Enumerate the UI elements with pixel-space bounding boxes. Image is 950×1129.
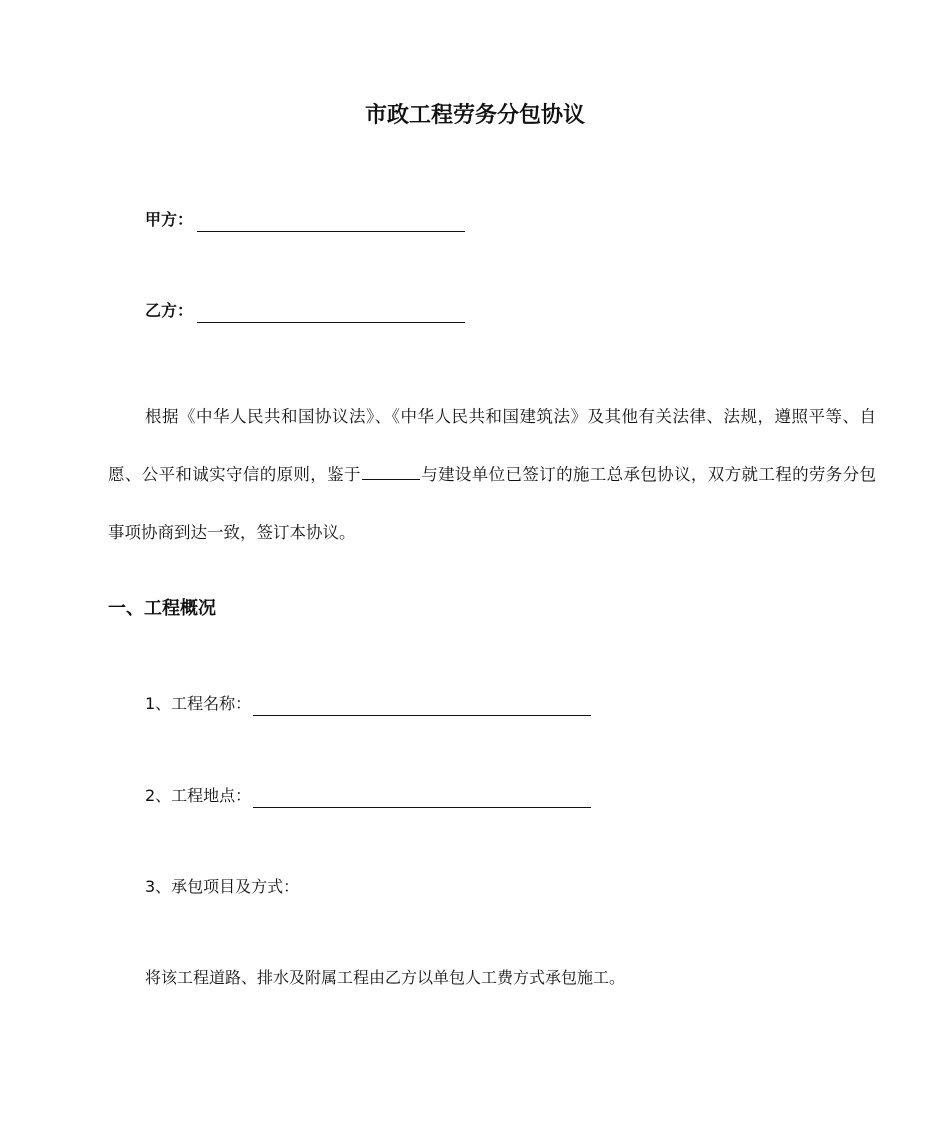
item-contract-scope-label: 3、承包项目及方式： (145, 877, 300, 896)
contractor-blank (362, 461, 420, 480)
section-heading-project-overview: 一、工程概况 (108, 598, 216, 619)
intro-paragraph (108, 388, 876, 562)
item-contract-scope (145, 875, 299, 899)
document-title: 市政工程劳务分包协议 (364, 103, 585, 128)
party-b-blank (197, 302, 465, 323)
party-a-blank (197, 211, 465, 232)
party-b-line (145, 299, 465, 323)
item-project-name-label: 1、工程名称： (145, 694, 252, 713)
item-project-location-label: 2、工程地点： (145, 786, 252, 805)
item-project-location (145, 784, 591, 808)
intro-part1: 根据《中华人民共和国协议法》、《中华人民共和国建筑法》及其他有关法律、法规，遵照平等、自愿、公平和诚实守信的原则，鉴于 (108, 407, 876, 484)
party-a-line (145, 208, 465, 232)
item-project-name (145, 692, 591, 716)
item-project-location-blank (253, 787, 591, 808)
intro-part2: 与建设单位已签订的施工总承包协议，双方就工程的劳务分包事项协商到达一致，签订本协议。 (108, 465, 877, 542)
party-a-label: 甲方： (145, 210, 194, 229)
item-contract-scope-body: 将该工程道路、排水及附属工程由乙方以单包人工费方式承包施工。 (145, 968, 626, 987)
party-b-label: 乙方： (145, 301, 194, 320)
item-project-name-blank (253, 695, 591, 716)
